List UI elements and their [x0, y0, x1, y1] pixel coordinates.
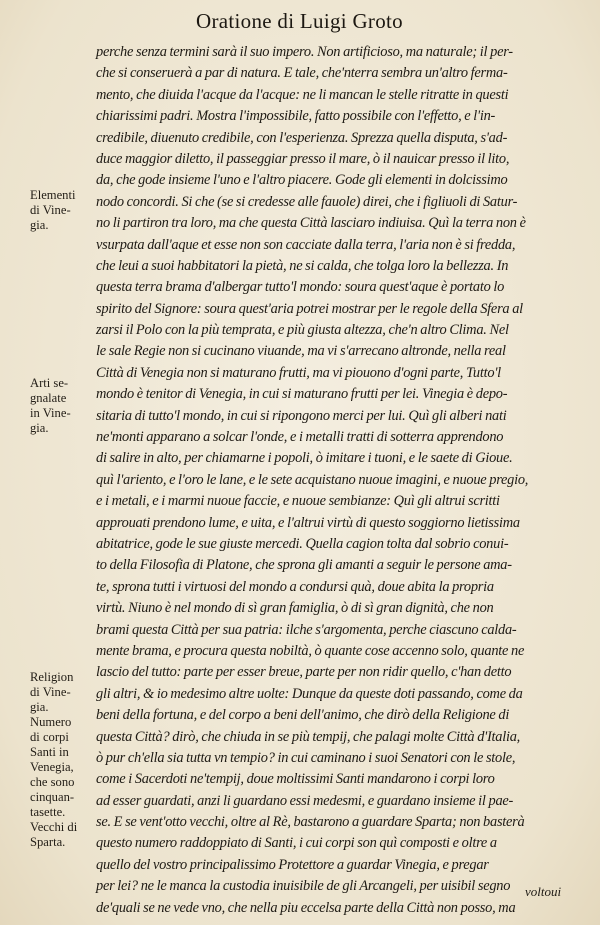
text-line: beni della fortuna, e del corpo a beni dell'animo, che dirò della Religione di: [96, 707, 510, 724]
text-line: to della Filosofia di Platone, che sprona gli amanti a seguir le persone ama-: [96, 557, 512, 574]
text-line: chiarissimi padri. Mostra l'impossibile, fatto possibile con l'effetto, e l'in-: [96, 108, 496, 125]
margin-note-line: di corpi: [30, 730, 69, 744]
margin-note-line: Numero: [30, 715, 72, 729]
text-line: vsurpata dall'aque et esse non son cacciate dalla terra, l'aria non è si fredda,: [96, 236, 516, 253]
text-line: questo numero raddoppiato di Santi, i cui corpi son quì composti e oltre a: [96, 835, 497, 852]
text-line: perche senza termini sarà il suo impero. Non artificioso, ma naturale; il per-: [96, 44, 513, 60]
margin-note-arti: [30, 376, 92, 436]
text-line: per lei? ne le manca la custodia inuisibile de gli Arcangeli, per uisibil segno: [96, 878, 511, 895]
text-line: te, sprona tutti i virtuosi del mondo a condursi quà, doue abita la propria: [96, 578, 494, 595]
margin-note-line: tasette.: [30, 805, 66, 819]
margin-note-line: Venegia,: [30, 760, 74, 774]
text-line: brami questa Città per sua patria: ilche s'argomenta, perche ciascuno calda-: [96, 621, 517, 638]
margin-note-elementi: [30, 188, 92, 233]
text-line: le sale Regie non si cucinano viuande, ma vi s'arrecano altronde, nella real: [96, 343, 506, 360]
text-line: sitaria di tutto'l mondo, in cui si ripongono merci per lui. Quì gli alberi nati: [96, 407, 507, 424]
text-line: ad esser guardati, anzi li guardano essi medesmi, e guardano insieme il pae-: [96, 792, 514, 809]
text-line: lascio del tutto: parte per esser breue, parte per non ridir quello, c'han detto: [96, 664, 512, 681]
text-line: mento, che diuida l'acque da l'acque: ne li mancan le stelle ritratte in questi: [96, 86, 509, 103]
text-line: mente brama, e procura questa nobiltà, ò quante cose accenno solo, quante ne: [96, 642, 525, 659]
margin-note-line: che sono: [30, 775, 75, 789]
text-line: gli altri, & io medesimo altre uolte: Dunque da queste doti passando, come da: [96, 685, 523, 702]
margin-note-line: di Vine-: [30, 685, 71, 699]
text-line: che leui a suoi habbitatori la pietà, ne si calda, che tolga loro la bellezza. In: [96, 257, 509, 274]
running-header: [0, 6, 600, 36]
text-line: quello del vostro principalissimo Protettore a guardar Vinegia, e pregar: [96, 856, 489, 873]
margin-note-line: Religion: [30, 670, 74, 684]
text-line: nodo concordi. Si che (se si credesse alle fauole) direi, che i figliuoli di Satur-: [96, 193, 518, 210]
margin-note-line: Arti se-: [30, 376, 69, 390]
text-line: se. E se vent'otto vecchi, oltre al Rè, bastarono a guardare Sparta; non basterà: [96, 814, 525, 831]
margin-note-line: gnalate: [30, 391, 67, 405]
margin-note-line: Vecchi di: [30, 820, 78, 834]
text-line: credibile, diuenuto credibile, con l'esperienza. Sprezza quella disputa, s'ad-: [96, 129, 508, 146]
text-line: abitatrice, gode le sue giuste mercedi. Quella cagion tolta dal sobrio conui-: [96, 535, 509, 552]
margin-note-line: Santi in: [30, 745, 69, 759]
text-line: e i metali, e i marmi nuoue faccie, e nuoue sembianze: Quì gli altrui scritti: [96, 493, 500, 510]
margin-note-line: cinquan-: [30, 790, 75, 804]
text-line: quì l'ariento, e l'oro le lane, e le sete acquistano nuoue imagini, e nuoue pregio,: [96, 471, 529, 488]
margin-note-line: in Vine-: [30, 406, 71, 420]
catchword: voltoui: [525, 884, 562, 899]
text-line: zarsi il Polo con la più temprata, e più giusta altezza, che'n altro Clima. Nel: [96, 322, 509, 339]
text-line: ne'monti apparano a solcar l'onde, e i metalli tratti di sotterra apprendono: [96, 429, 504, 446]
margin-note-line: gia.: [30, 700, 49, 714]
text-line: che si conseruerà a par di natura. E tale, che'nterra sembra un'altro ferma-: [96, 65, 508, 82]
text-line: questa Città? dirò, che chiuda in se più tempij, che palagi molte Città d'Italia,: [96, 728, 520, 745]
margin-note-religion: [30, 670, 92, 850]
margin-note-line: gia.: [30, 421, 49, 435]
text-line: virtù. Niuno è nel mondo di sì gran famiglia, ò di sì gran dignità, che non: [96, 600, 494, 617]
margin-note-line: di Vine-: [30, 203, 71, 217]
text-line: da, che gode insieme l'uno e l'altro piacere. Gode gli elementi in dolcissimo: [96, 172, 508, 189]
text-line: approuati prendono lume, e uita, e l'altrui virtù di questo soggiorno lietissima: [96, 514, 520, 531]
margin-note-line: Elementi: [30, 188, 76, 202]
text-line: de'quali se ne vede vno, che nella piu eccelsa parte della Città non posso, ma: [96, 899, 516, 916]
margin-note-line: gia.: [30, 218, 49, 232]
text-line: no li partiron tra loro, ma che questa Città lasciaro indiuisa. Quì la terra non è: [96, 215, 526, 232]
text-line: ò pur ch'ella sia tutta vn tempio? in cui caminano i suoi Senatori con le stole,: [96, 749, 516, 766]
text-line: mondo è tenitor di Venegia, in cui si maturano frutti per lei. Vinegia è depo-: [96, 386, 508, 403]
margin-note-line: Sparta.: [30, 835, 66, 849]
text-line: come i Sacerdoti ne'tempij, doue moltissimi Santi mandarono i corpi loro: [96, 771, 495, 788]
body-text: [96, 42, 582, 919]
text-line: Città di Venegia non si maturano frutti, ma vi piouono d'ogni parte, Tutto'l: [96, 364, 501, 381]
text-line: questa terra brama d'albergar tutto'l mondo: soura quest'aque è portato lo: [96, 279, 505, 296]
text-line: di salire in alto, per chiamarne i popoli, ò imitare i tuoni, e le saete di Gioue.: [96, 450, 513, 467]
header-title: Oratione di Luigi Groto: [196, 9, 403, 33]
text-line: duce maggior diletto, il passeggiar presso il mare, ò il nauicar presso il lito,: [96, 150, 510, 167]
text-line: spirito del Signore: soura quest'aria potrei mostrar per le regole della Sfera al: [96, 300, 523, 317]
